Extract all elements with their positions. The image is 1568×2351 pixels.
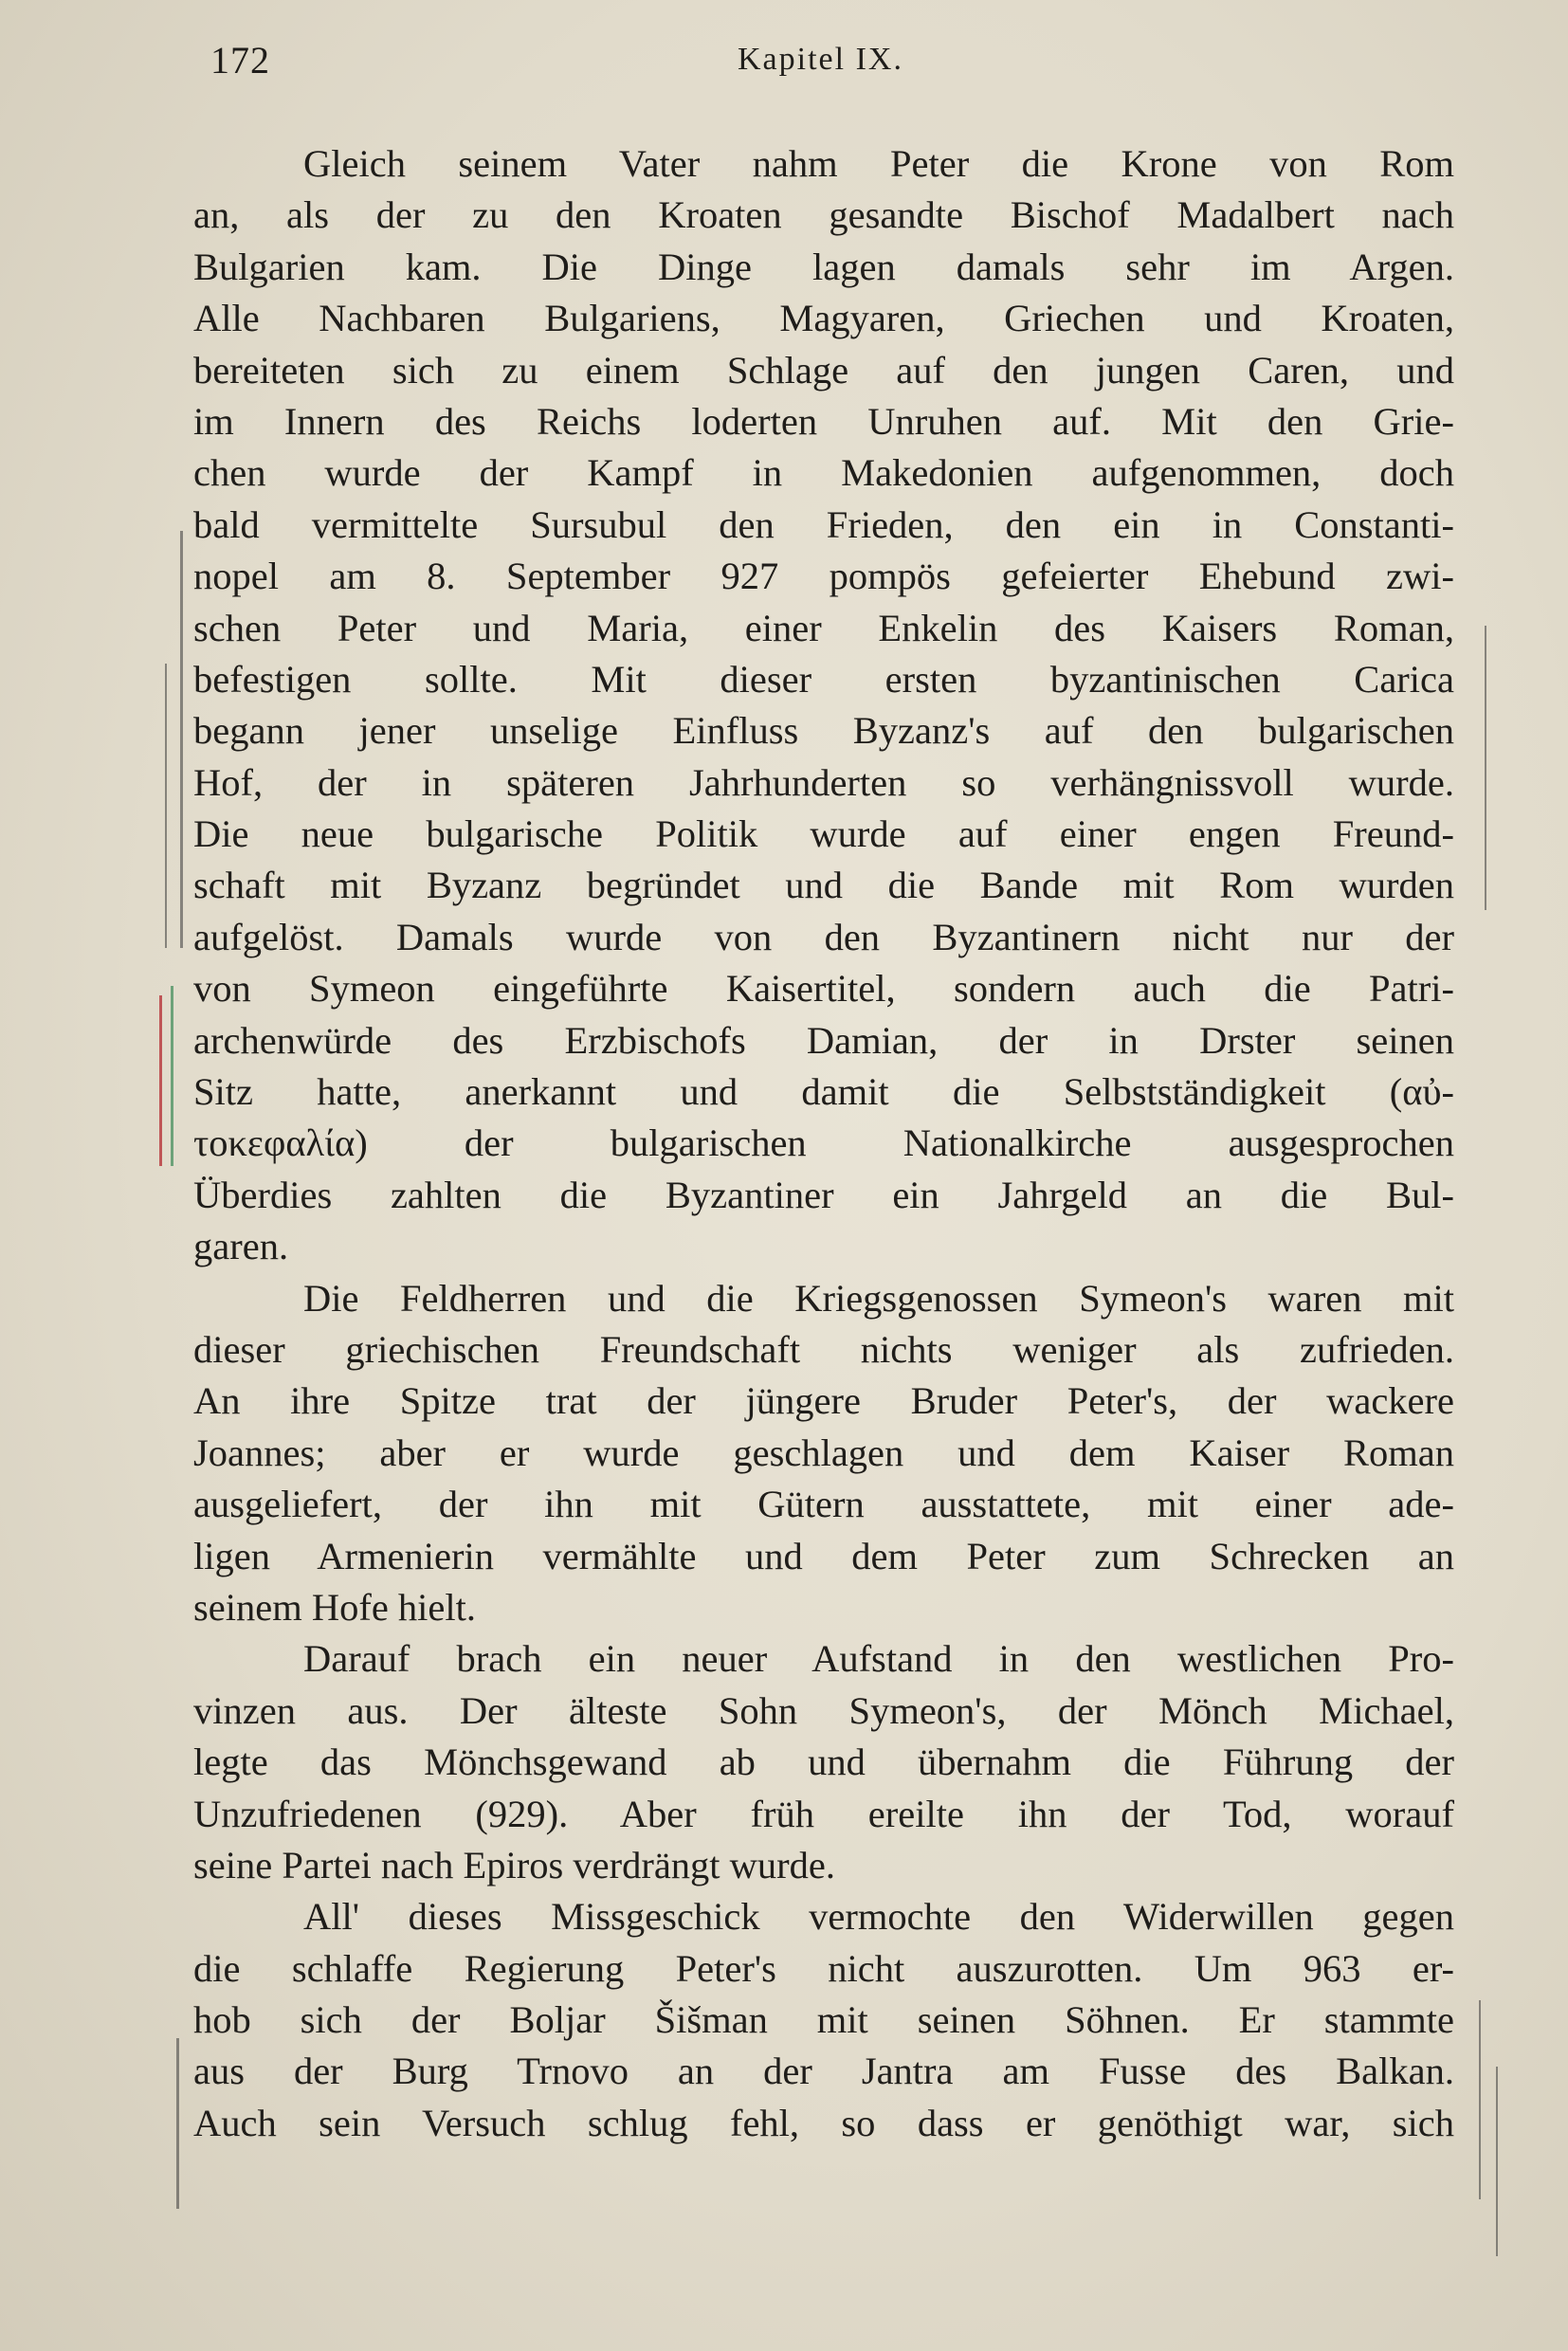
text-line: An ihre Spitze trat der jüngere Bruder Peter's, der wackere — [193, 1379, 1454, 1423]
text-line: Sitz hatte, anerkannt und damit die Selbstständigkeit (αὐ- — [193, 1070, 1454, 1114]
page-number: 172 — [210, 39, 270, 82]
text-line: aufgelöst. Damals wurde von den Byzantinern nicht nur der — [193, 915, 1454, 958]
text-line: bereiteten sich zu einem Schlage auf den jungen Caren, und — [193, 348, 1454, 392]
margin-red-mark — [159, 995, 162, 1166]
text-line: Darauf brach ein neuer Aufstand in den westlichen Pro- — [303, 1637, 1454, 1681]
text-line: Die Feldherren und die Kriegsgenossen Symeon's waren mit — [303, 1276, 1454, 1320]
text-line: Joannes; aber er wurde geschlagen und dem Kaiser Roman — [193, 1431, 1454, 1474]
text-line: nopel am 8. September 927 pompös gefeierter Ehebund zwi- — [193, 555, 1454, 598]
text-line: seinem Hofe hielt. — [193, 1585, 477, 1629]
running-head: Kapitel IX. — [738, 42, 903, 77]
text-line: die schlaffe Regierung Peter's nicht auszurotten. Um 963 er- — [193, 1946, 1454, 1990]
text-line: Gleich seinem Vater nahm Peter die Krone von Rom — [303, 142, 1454, 185]
paragraph — [193, 1273, 1454, 1634]
paragraph — [193, 1891, 1454, 2149]
margin-pencil-mark — [1479, 2000, 1481, 2199]
text-line: Überdies zahlten die Byzantiner ein Jahrgeld an die Bul- — [193, 1173, 1454, 1216]
body-text — [193, 138, 1454, 2149]
margin-green-mark — [171, 986, 173, 1166]
text-line: aus der Burg Trnovo an der Jantra am Fusse des Balkan. — [193, 2050, 1454, 2093]
text-line: Alle Nachbaren Bulgariens, Magyaren, Griechen und Kroaten, — [193, 297, 1454, 340]
text-line: von Symeon eingeführte Kaisertitel, sondern auch die Patri- — [193, 967, 1454, 1011]
text-line: All' dieses Missgeschick vermochte den Widerwillen gegen — [303, 1895, 1454, 1939]
text-line: befestigen sollte. Mit dieser ersten byzantinischen Carica — [193, 657, 1454, 701]
margin-pencil-mark — [1485, 626, 1486, 910]
margin-pencil-mark — [176, 2038, 179, 2209]
text-line: ligen Armenierin vermählte und dem Peter zum Schrecken an — [193, 1534, 1454, 1577]
text-line: schen Peter und Maria, einer Enkelin des Kaisers Roman, — [193, 606, 1454, 649]
text-line: an, als der zu den Kroaten gesandte Bischof Madalbert nach — [193, 193, 1454, 237]
text-line: garen. — [193, 1225, 289, 1268]
text-line: Hof, der in späteren Jahrhunderten so verhängnissvoll wurde. — [193, 760, 1454, 804]
text-line: dieser griechischen Freundschaft nichts weniger als zufrieden. — [193, 1327, 1454, 1371]
text-line: τοκεφαλία) der bulgarischen Nationalkirche ausgesprochen — [193, 1121, 1454, 1165]
text-line: Bulgarien kam. Die Dinge lagen damals sehr im Argen. — [193, 245, 1454, 288]
text-line: Auch sein Versuch schlug fehl, so dass er genöthigt war, sich — [193, 2101, 1454, 2144]
text-line: begann jener unselige Einfluss Byzanz's auf den bulgarischen — [193, 709, 1454, 753]
text-line: archenwürde des Erzbischofs Damian, der in Drster seinen — [193, 1018, 1454, 1062]
text-line: Unzufriedenen (929). Aber früh ereilte ihn der Tod, worauf — [193, 1792, 1454, 1835]
text-line: hob sich der Boljar Šišman mit seinen Söhnen. Er stammte — [193, 1998, 1454, 2042]
margin-pencil-mark — [165, 664, 167, 948]
paragraph — [193, 138, 1454, 1273]
text-line: bald vermittelte Sursubul den Frieden, den ein in Constanti- — [193, 502, 1454, 546]
text-line: chen wurde der Kampf in Makedonien aufgenommen, doch — [193, 451, 1454, 495]
margin-pencil-mark — [1496, 2067, 1498, 2256]
paragraph — [193, 1633, 1454, 1891]
text-line: im Innern des Reichs loderten Unruhen auf. Mit den Grie- — [193, 399, 1454, 443]
text-line: vinzen aus. Der älteste Sohn Symeon's, der Mönch Michael, — [193, 1688, 1454, 1732]
page-header — [195, 34, 1456, 91]
text-line: legte das Mönchsgewand ab und übernahm die Führung der — [193, 1740, 1454, 1784]
text-line: seine Partei nach Epiros verdrängt wurde. — [193, 1843, 836, 1886]
text-line: Die neue bulgarische Politik wurde auf einer engen Freund- — [193, 812, 1454, 856]
text-line: schaft mit Byzanz begründet und die Bande mit Rom wurden — [193, 864, 1454, 907]
text-line: ausgeliefert, der ihn mit Gütern ausstattete, mit einer ade- — [193, 1483, 1454, 1526]
margin-pencil-mark — [180, 531, 183, 948]
